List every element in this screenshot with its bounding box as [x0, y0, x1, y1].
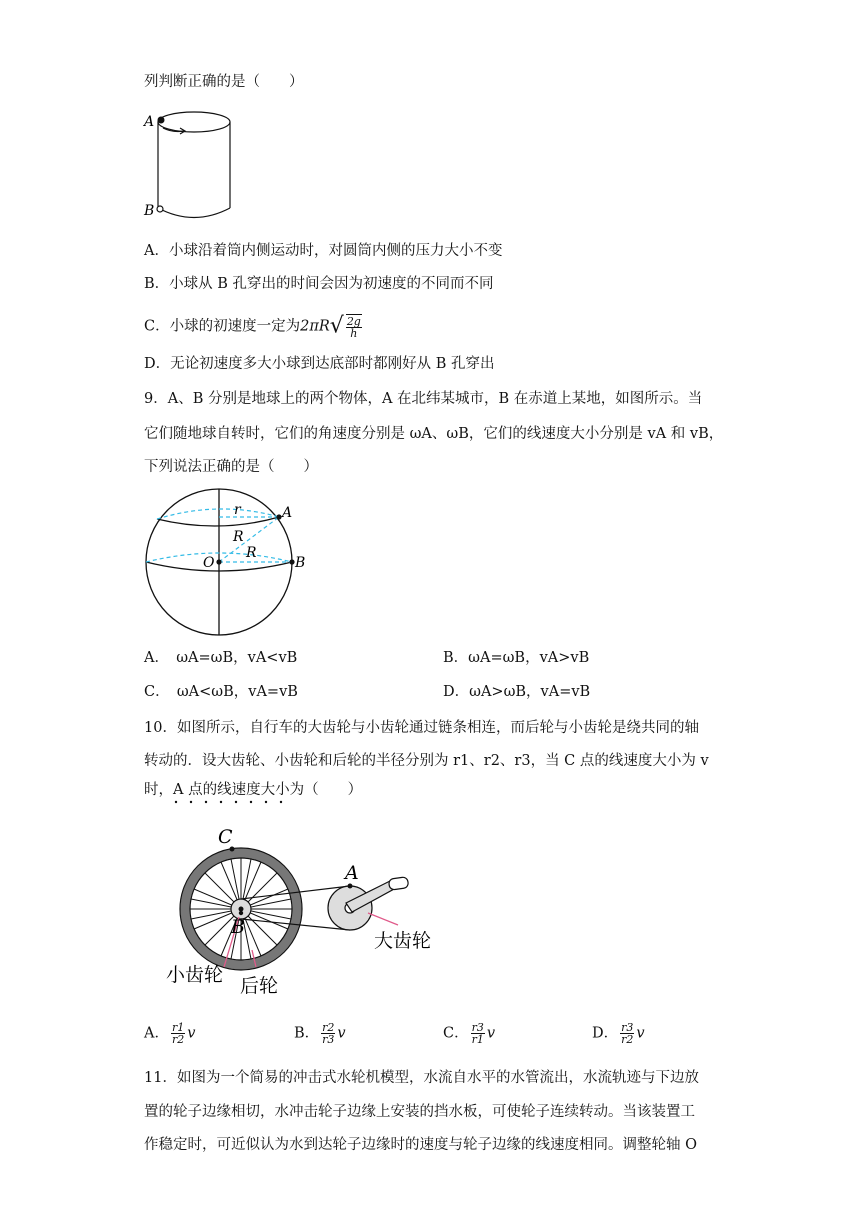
q9-option-b: B．ωA=ωB，vA>vB: [443, 650, 590, 666]
q10-label-small-gear: 小齿轮: [166, 964, 224, 986]
q8-option-d: D．无论初速度多大小球到达底部时都刚好从 B 孔穿出: [144, 356, 495, 372]
q10-stem-line1: 10．如图所示，自行车的大齿轮与小齿轮通过链条相连，而后轮与小齿轮是绕共同的轴: [144, 720, 699, 736]
q8-option-c-text: C．小球的初速度一定为: [144, 318, 301, 335]
q10-option-d: D． $\frac{r3}{r2}$ v: [592, 1021, 645, 1046]
q9-label-r1: R: [233, 529, 244, 545]
q10-option-c-fraction: $\frac{r3}{r1}$: [471, 1021, 484, 1046]
q11-stem-line2: 置的轮子边缘相切，水冲击轮子边缘上安装的挡水板，可使轮子连续转动。当该装置工: [144, 1104, 695, 1120]
q8-label-a: A: [144, 114, 155, 130]
q9-label-o: O: [203, 555, 215, 571]
q10-option-b: B． $\frac{r2}{r3}$ v: [294, 1021, 346, 1046]
q10-label-big-gear: 大齿轮: [374, 930, 432, 952]
q9-stem-line2: 它们随地球自转时，它们的角速度分别是 ωA、ωB，它们的线速度大小分别是 vA 和 vB，: [144, 426, 724, 442]
q9-label-b: B: [295, 555, 306, 571]
q10-option-a-fraction: $\frac{r1}{r2}$: [171, 1021, 185, 1046]
q8-stem-end: 列判断正确的是（ ）: [144, 74, 304, 90]
q9-stem-line3: 下列说法正确的是（ ）: [144, 459, 318, 475]
q10-option-c: C． $\frac{r3}{r1}$ v: [443, 1021, 496, 1046]
q11-stem-line3: 作稳定时，可近似认为水到达轮子边缘时的速度与轮子边缘的线速度相同。调整轮轴 O: [144, 1137, 697, 1153]
q9-label-r: r: [234, 502, 241, 518]
q8-option-c: [144, 314, 364, 339]
q8-cylinder-figure: [140, 105, 240, 223]
q9-stem-line1: 9．A、B 分别是地球上的两个物体，A 在北纬某城市，B 在赤道上某地，如图所示。当: [144, 391, 703, 407]
q10-label-b: B: [231, 916, 245, 938]
q10-label-a: A: [345, 862, 359, 884]
q9-option-d: D．ωA>ωB，vA=vB: [443, 684, 591, 700]
q8-option-c-fraction: $\frac{2g}{h}$: [346, 315, 361, 340]
q10-option-b-fraction: $\frac{r2}{r3}$: [322, 1021, 335, 1046]
q10-option-a: A． $\frac{r1}{r2}$ v: [144, 1021, 196, 1046]
q9-option-c: C． ωA<ωB，vA=vB: [144, 684, 298, 700]
q8-option-b: B．小球从 B 孔穿出的时间会因为初速度的不同而不同: [144, 276, 494, 292]
q10-stem-line2: 转动的．设大齿轮、小齿轮和后轮的半径分别为 r1、r2、r3，当 C 点的线速度大小为 v: [144, 753, 709, 769]
q8-option-c-formula: 2πR: [300, 318, 330, 335]
q9-label-a: A: [282, 505, 293, 521]
q9-label-r2: R: [246, 545, 257, 561]
q10-bicycle-figure: [160, 822, 460, 1000]
q10-option-d-fraction: $\frac{r3}{r2}$: [621, 1021, 634, 1046]
sqrt-symbol: √: [329, 313, 344, 339]
q8-label-b: B: [144, 203, 155, 219]
q9-option-a: A． ωA=ωB，vA<vB: [144, 650, 298, 666]
q10-label-rear-wheel: 后轮: [240, 975, 279, 997]
q8-option-a: A．小球沿着筒内侧运动时，对圆筒内侧的压力大小不变: [144, 243, 503, 259]
q9-earth-figure: [140, 484, 320, 644]
q10-stem-line3: 时，A 点的线速度大小为（ ）: [144, 782, 363, 798]
q11-stem-line1: 11．如图为一个简易的冲击式水轮机模型，水流自水平的水管流出，水流轨迹与下边放: [144, 1070, 699, 1086]
q10-label-c: C: [218, 826, 233, 848]
emphasis-dots: [170, 799, 290, 805]
